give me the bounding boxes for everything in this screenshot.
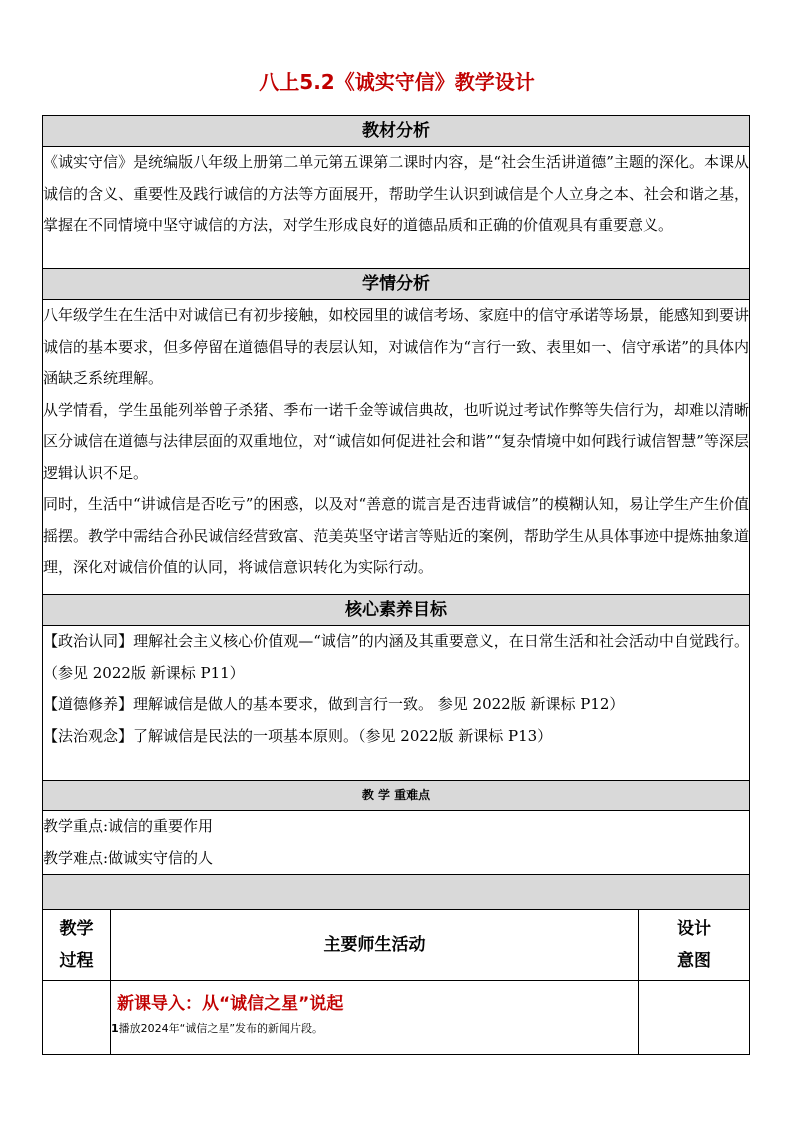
textbook-header-row: [43, 116, 750, 147]
process-header-line2: 过程: [59, 951, 94, 971]
goals-list: [43, 626, 750, 781]
goals-body-row: [43, 626, 750, 781]
process-column-header: [43, 910, 111, 981]
intro-step-number: 1: [111, 1022, 119, 1035]
students-paragraph: 从学情看，学生虽能列举曾子杀猪、季布一诺千金等诚信典故，也听说过考试作弊等失信行为，却难以清晰区分诚信在道德与法律层面的双重地位，对“诚信如何促进社会和谐”“复杂情境中如何践行诚信智慧”等深层逻辑认识不足。: [43, 400, 749, 482]
intro-step: [111, 1014, 638, 1036]
keypoints-list: [43, 811, 750, 875]
goal-item: 【政治认同】理解社会主义核心价值观—“诚信”的内涵及其重要意义，在日常生活和社会活动中自觉践行。（参见 2022版 新课标 P11）: [43, 632, 749, 682]
page-title: 八上5.2《诚实守信》教学设计: [259, 70, 535, 94]
goal-item: 【道德修养】理解诚信是做人的基本要求，做到言行一致。 参见 2022版 新课标 P12）: [43, 695, 625, 713]
intro-step-text: 播放2024年“诚信之星”发布的新闻片段。: [118, 1022, 324, 1035]
process-header-line1: 教学: [59, 919, 94, 939]
keypoints-heading: 教 学 重难点: [43, 781, 750, 811]
spacer-cell: [43, 875, 750, 910]
intent-header-line1: 设计: [677, 919, 711, 939]
keypoint-item: 教学重点:诚信的重要作用: [43, 817, 214, 835]
textbook-body-row: [43, 147, 750, 269]
students-header-row: [43, 269, 750, 300]
textbook-text: 《诚实守信》是统编版八年级上册第二单元第五课第二课时内容，是“社会生活讲道德”主题的深化。本课从诚信的含义、重要性及践行诚信的方法等方面展开，帮助学生认识到诚信是个人立身之本、社会和谐之基，掌握在不同情境中坚守诚信的方法，对学生形成良好的道德品质和正确的价值观具有重要意义。: [43, 153, 749, 234]
goals-heading: 核心素养目标: [43, 595, 750, 626]
intro-process-cell: [43, 981, 111, 1055]
goal-item: 【法治观念】了解诚信是民法的一项基本原则。（参见 2022版 新课标 P13）: [43, 726, 553, 745]
process-header-row: [43, 910, 750, 981]
intro-intent-cell: [639, 981, 750, 1055]
textbook-analysis: [43, 147, 750, 269]
students-paragraph: 八年级学生在生活中对诚信已有初步接触，如校园里的诚信考场、家庭中的信守承诺等场景，能感知到要讲诚信的基本要求，但多停留在道德倡导的表层认知，对诚信作为“言行一致、表里如一、信守承诺”的具体内涵缺乏系统理解。: [43, 306, 749, 387]
lesson-plan-table: [42, 115, 750, 1055]
students-body-row: [43, 300, 750, 595]
intro-row: [43, 981, 750, 1055]
spacer-row: [43, 875, 750, 910]
activities-column-header: 主要师生活动: [111, 910, 639, 981]
intro-activity-cell: [111, 981, 639, 1055]
intent-column-header: [639, 910, 750, 981]
textbook-heading: 教材分析: [43, 116, 750, 147]
goals-header-row: [43, 595, 750, 626]
students-paragraph: 同时，生活中“讲诚信是否吃亏”的困惑，以及对“善意的谎言是否违背诚信”的模糊认知，易让学生产生价值摇摆。教学中需结合孙民诚信经营致富、范美英坚守诺言等贴近的案例，帮助学生从具体事迹中提炼抽象道理，深化对诚信价值的认同，将诚信意识转化为实际行动。: [43, 495, 749, 576]
keypoint-item: 教学难点:做诚实守信的人: [43, 848, 214, 867]
intent-header-line2: 意图: [677, 951, 711, 971]
keypoints-header-row: [43, 781, 750, 811]
students-analysis: [43, 300, 750, 595]
keypoints-body-row: [43, 811, 750, 875]
intro-title: 新课导入：从“诚信之星”说起: [117, 994, 344, 1014]
students-heading: 学情分析: [43, 269, 750, 300]
